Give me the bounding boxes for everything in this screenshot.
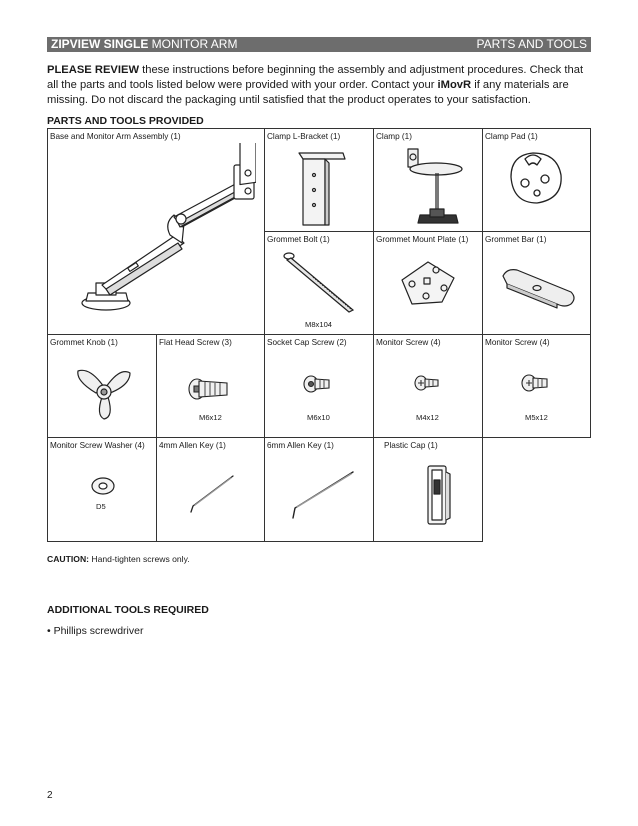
clamp-icon [396, 143, 466, 231]
list-item: • Phillips screwdriver [47, 625, 144, 637]
part-cell-grommet-knob: Grommet Knob (1) [47, 334, 157, 438]
socket-screw-icon [303, 373, 333, 395]
page-number: 2 [47, 790, 53, 801]
mount-plate-icon [398, 258, 458, 308]
monitor-arm-icon [66, 143, 256, 328]
parts-heading: PARTS AND TOOLS PROVIDED [47, 115, 204, 127]
allen-key-icon [185, 472, 237, 518]
caution-note: CAUTION: Hand-tighten screws only. [47, 554, 190, 564]
part-cell-washer: Monitor Screw Washer (4) D5 [47, 437, 157, 542]
flat-screw-size: M6x12 [199, 413, 222, 422]
washer-icon [90, 476, 116, 496]
part-cell-monitor-screw-m5: Monitor Screw (4) M5x12 [482, 334, 591, 438]
part-cell-l-bracket: Clamp L-Bracket (1) [264, 128, 374, 232]
monitor-screw-icon [521, 372, 551, 394]
part-cell-socket-screw: Socket Cap Screw (2) M6x10 [264, 334, 374, 438]
part-cell-flat-screw: Flat Head Screw (3) M6x12 [156, 334, 265, 438]
plastic-cap-icon [422, 462, 452, 528]
bolt-size: M8x104 [305, 320, 333, 329]
brand-name: iMovR [437, 79, 472, 91]
clamp-pad-icon [503, 145, 569, 211]
flat-screw-icon [187, 373, 233, 403]
part-cell-grommet-plate: Grommet Mount Plate (1) [373, 231, 483, 335]
part-cell-grommet-bolt: Grommet Bolt (1) M8x104 [264, 231, 374, 335]
document-title: ZIPVIEW SINGLE MONITOR ARM [51, 37, 238, 51]
page-header-bar [47, 37, 591, 52]
monitor-screw-m5-size: M5x12 [525, 413, 548, 422]
part-cell-base-arm: Base and Monitor Arm Assembly (1) [47, 128, 265, 335]
bolt-icon [283, 250, 359, 316]
socket-screw-size: M6x10 [307, 413, 330, 422]
section-title: PARTS AND TOOLS [476, 37, 587, 51]
l-bracket-icon [293, 145, 349, 229]
intro-lead: PLEASE REVIEW [47, 64, 140, 76]
intro-paragraph: PLEASE REVIEW these instructions before beginning the assembly and adjustment procedures. Check that all the parts and tools listed below were provided with your order. Contact your iMovR if any materials are missing. Do not discard the packaging until satisfied that the product operates to your satisfaction. [47, 64, 584, 106]
grommet-bar-icon [497, 262, 579, 312]
part-cell-allen-6mm: 6mm Allen Key (1) [264, 437, 374, 542]
part-cell-allen-4mm: 4mm Allen Key (1) [156, 437, 265, 542]
part-cell-grommet-bar: Grommet Bar (1) [482, 231, 591, 335]
additional-tools-heading: ADDITIONAL TOOLS REQUIRED [47, 604, 209, 616]
monitor-screw-icon [414, 373, 442, 393]
washer-size: D5 [96, 502, 106, 511]
knob-icon [72, 359, 136, 423]
part-cell-plastic-cap: Plastic Cap (1) [373, 437, 483, 542]
part-cell-clamp-pad: Clamp Pad (1) [482, 128, 591, 232]
allen-key-icon [287, 468, 359, 524]
part-cell-clamp: Clamp (1) [373, 128, 483, 232]
part-cell-monitor-screw-m4: Monitor Screw (4) M4x12 [373, 334, 483, 438]
monitor-screw-m4-size: M4x12 [416, 413, 439, 422]
